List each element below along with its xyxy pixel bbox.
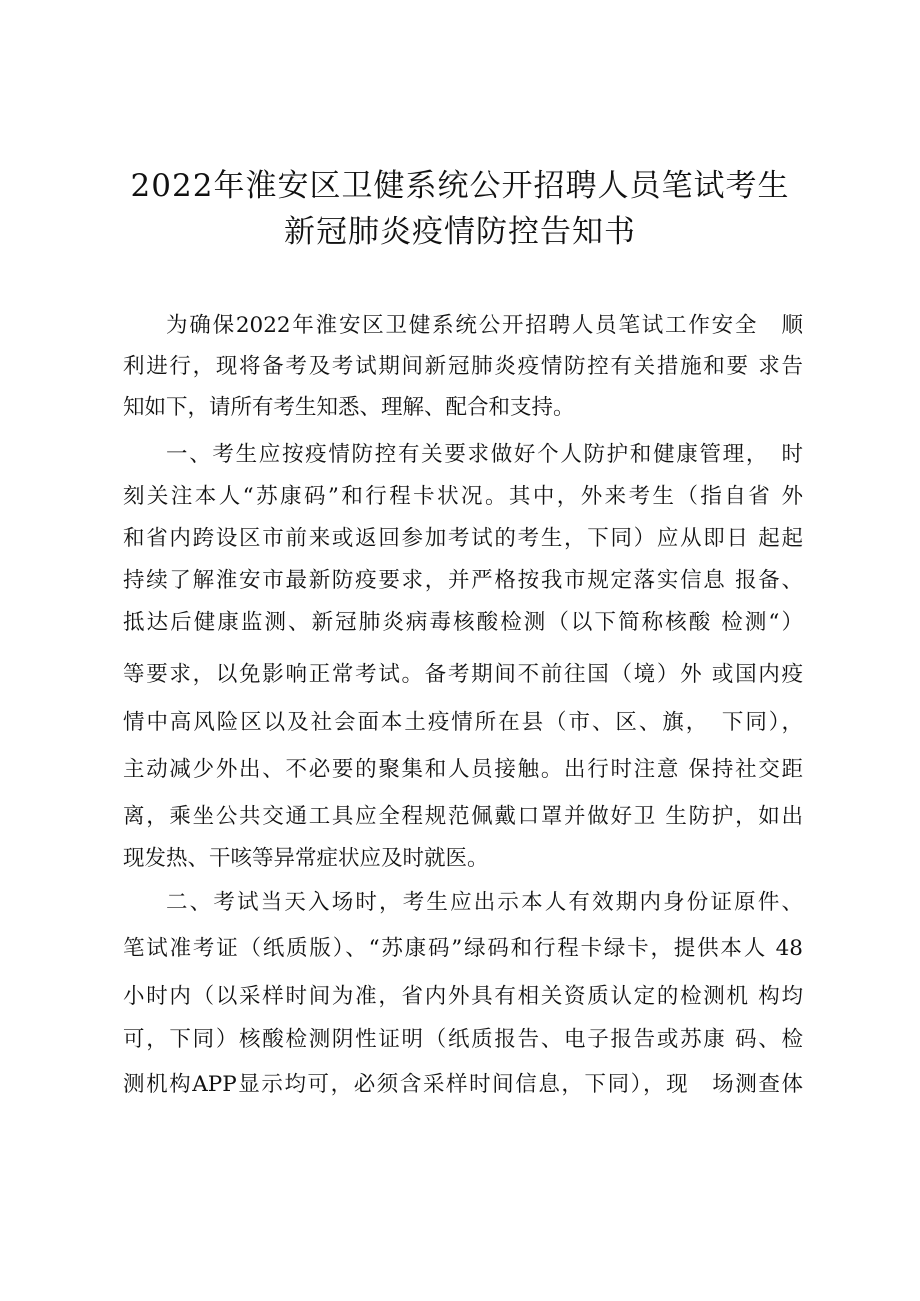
text-line: 持续了解淮安市最新防疫要求，并严格按我市规定落实信息 报备、 xyxy=(123,568,803,593)
doc-title-line-2: 新冠肺炎疫情防控告知书 xyxy=(284,214,636,250)
text-line: 离，乘坐公共交通工具应全程规范佩戴口罩并做好卫 生防护，如出 xyxy=(123,804,803,829)
text-line: 等要求，以免影响正常考试。备考期间不前往国（境）外 或国内疫 xyxy=(123,662,803,687)
text-line: 测机构APP显示均可，必须含采样时间信息，下同），现 场测查体 xyxy=(123,1072,803,1097)
text-line: 利进行，现将备考及考试期间新冠肺炎疫情防控有关措施和要 求告 xyxy=(123,354,803,379)
text-line: 现发热、干咳等异常症状应及时就医。 xyxy=(123,846,489,871)
text-line: 知如下，请所有考生知悉、理解、配合和支持。 xyxy=(123,395,575,420)
text-line: 刻关注本人“苏康码”和行程卡状况。其中，外来考生（指自省 外 xyxy=(123,484,803,509)
text-line: 和省内跨设区市前来或返回参加考试的考生，下同）应从即日 起起 xyxy=(123,526,803,551)
text-line: 可，下同）核酸检测阴性证明（纸质报告、电子报告或苏康 码、检 xyxy=(123,1027,803,1052)
text-line: 抵达后健康监测、新冠肺炎病毒核酸检测（以下简称核酸 检测“） xyxy=(123,610,803,635)
text-line: 为确保2022年淮安区卫健系统公开招聘人员笔试工作安全 顺 xyxy=(166,313,803,338)
text-line: 二、考试当天入场时，考生应出示本人有效期内身份证原件、 xyxy=(166,890,803,915)
text-line: 情中高风险区以及社会面本土疫情所在县（市、区、旗， 下同）， xyxy=(123,710,803,735)
text-line: 主动减少外出、不必要的聚集和人员接触。出行时注意 保持社交距 xyxy=(123,757,803,782)
doc-title-line-1: 2022年淮安区卫健系统公开招聘人员笔试考生 xyxy=(130,168,790,204)
text-line: 一、考生应按疫情防控有关要求做好个人防护和健康管理， 时 xyxy=(166,442,803,467)
text-line: 小时内（以采样时间为准，省内外具有相关资质认定的检测机 构均 xyxy=(123,984,803,1009)
text-line: 笔试准考证（纸质版）、“苏康码”绿码和行程卡绿卡，提供本人 48 xyxy=(123,936,803,961)
